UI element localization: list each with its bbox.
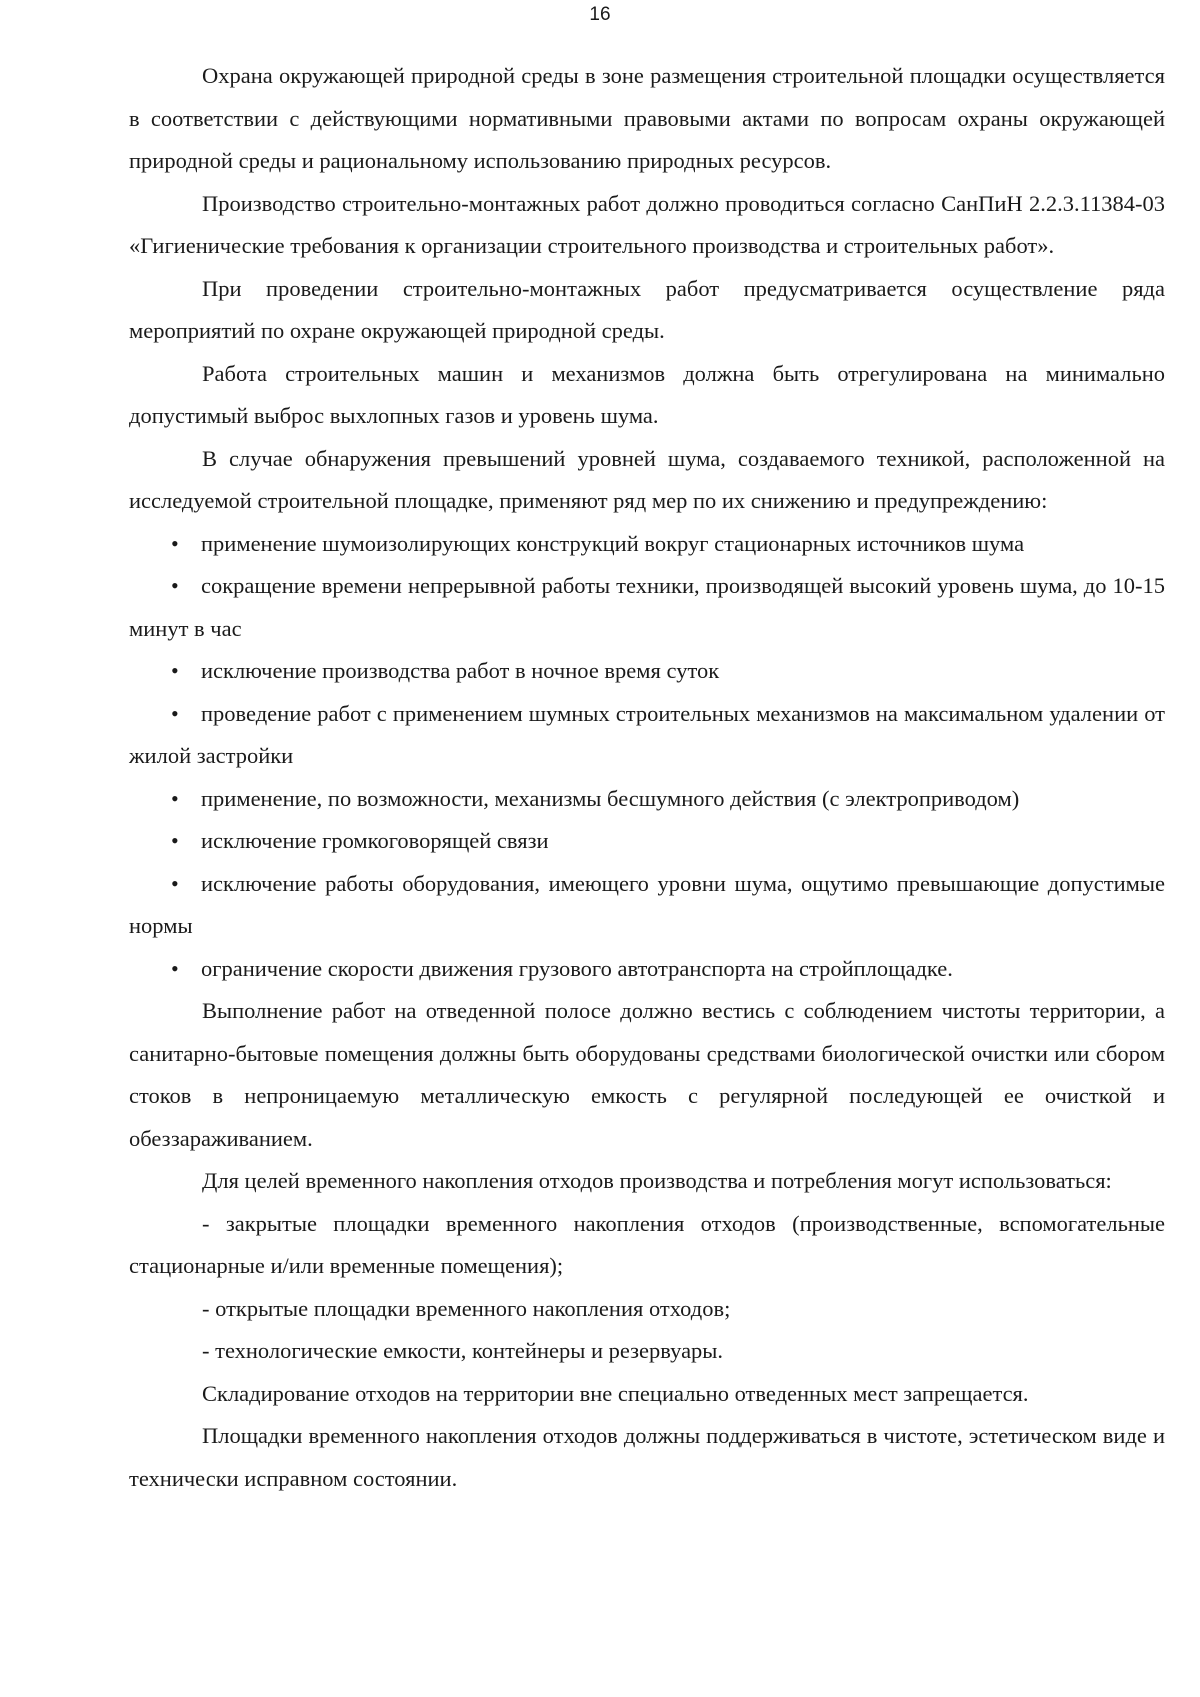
dash-item: - открытые площадки временного накопления отходов;: [202, 1295, 731, 1321]
bullet-icon: [171, 565, 201, 608]
page-number: 16: [589, 4, 611, 25]
bullet-icon: [171, 863, 201, 906]
bullet-icon: [171, 820, 201, 863]
list-item: [129, 820, 1165, 863]
paragraph-storage-prohibited: Складирование отходов на территории вне специально отведенных мест запрещается.: [202, 1380, 1029, 1406]
bullet-icon: [171, 693, 201, 736]
list-item-text: ограничение скорости движения грузового автотранспорта на стройплощадке.: [201, 955, 953, 981]
list-item: [129, 778, 1165, 821]
dash-item: - технологические емкости, контейнеры и резервуары.: [202, 1338, 724, 1363]
noise-measures-list: [129, 523, 1165, 991]
paragraph-measures: При проведении строительно-монтажных работ предусматривается осуществление ряда мероприятий по охране окружающей природной среды.: [129, 275, 1165, 343]
list-item-text: исключение работы оборудования, имеющего уровни шума, ощутимо превышающие допустимые нормы: [129, 870, 1165, 938]
list-item: [129, 948, 1165, 991]
paragraph-territory-cleanliness: Выполнение работ на отведенной полосе должно вестись с соблюдением чистоты территории, а санитарно-бытовые помещения должны быть оборудованы средствами биологической очистки или сбором стоков в непроницаемую металлическую емкость с регулярной последующей ее очисткой и обеззараживанием.: [129, 998, 1165, 1151]
list-item: [129, 863, 1165, 948]
list-item-text: исключение громкоговорящей связи: [201, 828, 549, 853]
paragraph-environment-protection: Охрана окружающей природной среды в зоне размещения строительной площадки осуществляется в соответствии с действующими нормативными правовыми актами по вопросам охраны окружающей природной среды и рациональному использованию природных ресурсов.: [129, 63, 1165, 173]
paragraph-sanpin: Производство строительно-монтажных работ должно проводиться согласно СанПиН 2.2.3.11384-03 «Гигиенические требования к организации строительного производства и строительных работ».: [129, 190, 1165, 258]
list-item-text: применение, по возможности, механизмы бесшумного действия (с электроприводом): [201, 785, 1020, 811]
bullet-icon: [171, 778, 201, 821]
list-item-text: применение шумоизолирующих конструкций вокруг стационарных источников шума: [201, 530, 1025, 556]
list-item: [129, 650, 1165, 693]
list-item-text: исключение производства работ в ночное время суток: [201, 658, 720, 683]
dash-item: - закрытые площадки временного накопления отходов (производственные, вспомогательные стационарные и/или временные помещения);: [129, 1210, 1165, 1278]
bullet-icon: [171, 650, 201, 693]
list-item-text: сокращение времени непрерывной работы техники, производящей высокий уровень шума, до 10-15 минут в час: [129, 573, 1165, 641]
paragraph-waste-storage-intro: Для целей временного накопления отходов производства и потребления могут использоваться:: [202, 1168, 1112, 1193]
bullet-icon: [171, 948, 201, 991]
document-body: [129, 55, 1165, 1500]
list-item: [129, 693, 1165, 778]
paragraph-sites-maintenance: Площадки временного накопления отходов должны поддерживаться в чистоте, эстетическом виде и технически исправном состоянии.: [129, 1423, 1165, 1491]
paragraph-noise-intro: В случае обнаружения превышений уровней шума, создаваемого техникой, расположенной на исследуемой строительной площадке, применяют ряд мер по их снижению и предупреждению:: [129, 445, 1165, 513]
list-item: [129, 523, 1165, 566]
list-item-text: проведение работ с применением шумных строительных механизмов на максимальном удалении от жилой застройки: [129, 700, 1165, 768]
list-item: [129, 565, 1165, 650]
paragraph-machines: Работа строительных машин и механизмов должна быть отрегулирована на минимально допустимый выброс выхлопных газов и уровень шума.: [129, 360, 1165, 428]
bullet-icon: [171, 523, 201, 566]
